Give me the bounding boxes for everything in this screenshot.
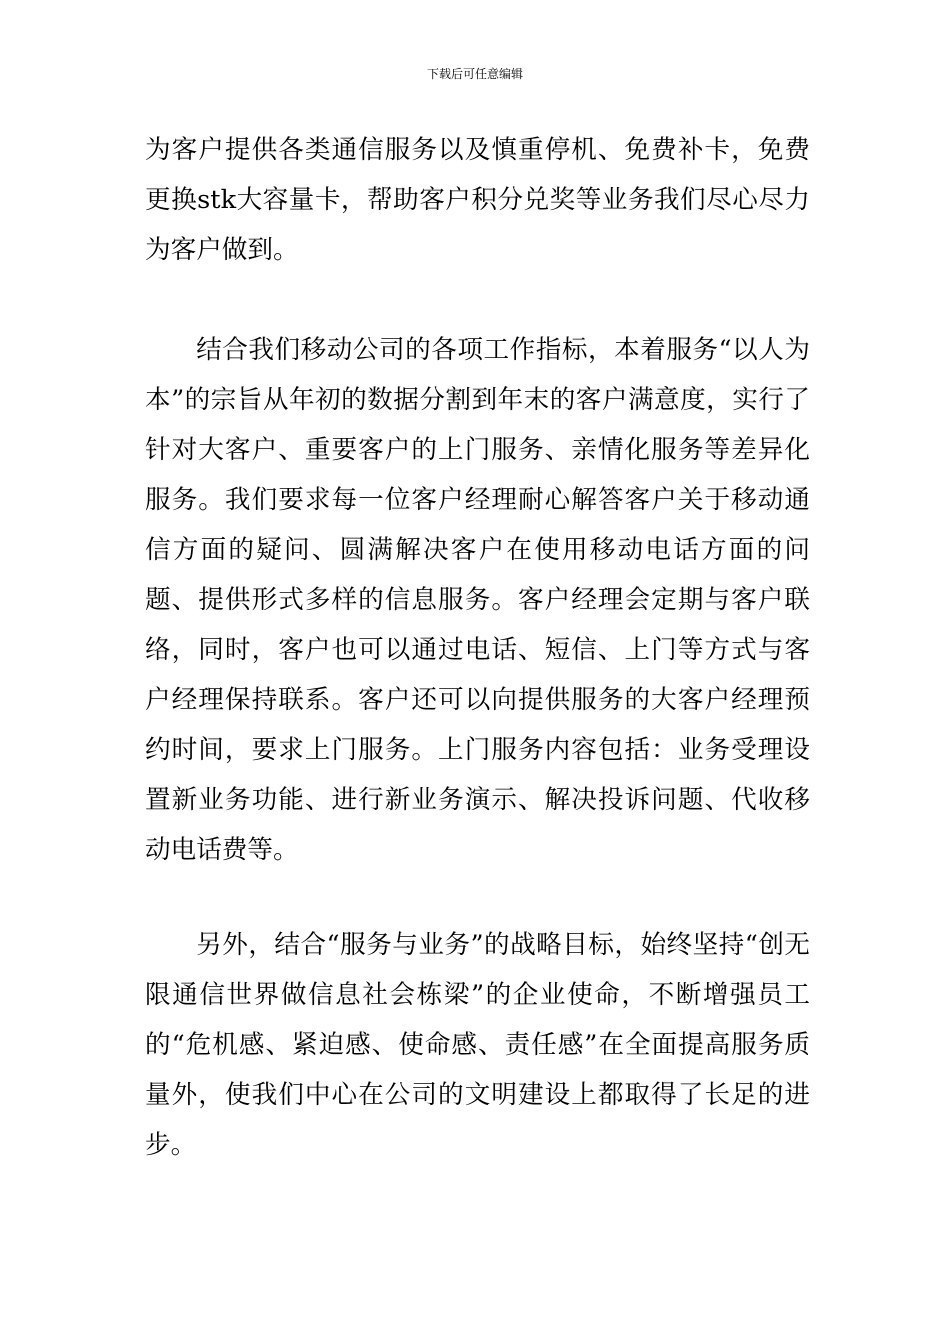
paragraph-2 xyxy=(145,325,810,875)
paragraph-3 xyxy=(145,920,810,1170)
paragraph-text: 为客户提供各类通信服务以及慎重停机、免费补卡，免费更换stk大容量卡，帮助客户积分兑奖等业务我们尽心尽力为客户做到。 xyxy=(145,135,810,265)
header-note: 下载后可任意编辑 xyxy=(426,67,523,81)
paragraph-1 xyxy=(145,125,810,275)
paragraph-text: 结合我们移动公司的各项工作指标，本着服务“以人为本”的宗旨从年初的数据分割到年末的客户满意度，实行了针对大客户、重要客户的上门服务、亲情化服务等差异化服务。我们要求每一位客户经理耐心解答客户关于移动通信方面的疑问、圆满解决客户在使用移动电话方面的问题、提供形式多样的信息服务。客户经理会定期与客户联络，同时，客户也可以通过电话、短信、上门等方式与客户经理保持联系。客户还可以向提供服务的大客户经理预约时间，要求上门服务。上门服务内容包括：业务受理设置新业务功能、进行新业务演示、解决投诉问题、代收移动电话费等。 xyxy=(145,335,810,865)
paragraph-text: 另外，结合“服务与业务”的战略目标，始终坚持“创无限通信世界做信息社会栋梁”的企业使命，不断增强员工的“危机感、紧迫感、使命感、责任感”在全面提高服务质量外，使我们中心在公司的文明建设上都取得了长足的进步。 xyxy=(145,930,810,1160)
